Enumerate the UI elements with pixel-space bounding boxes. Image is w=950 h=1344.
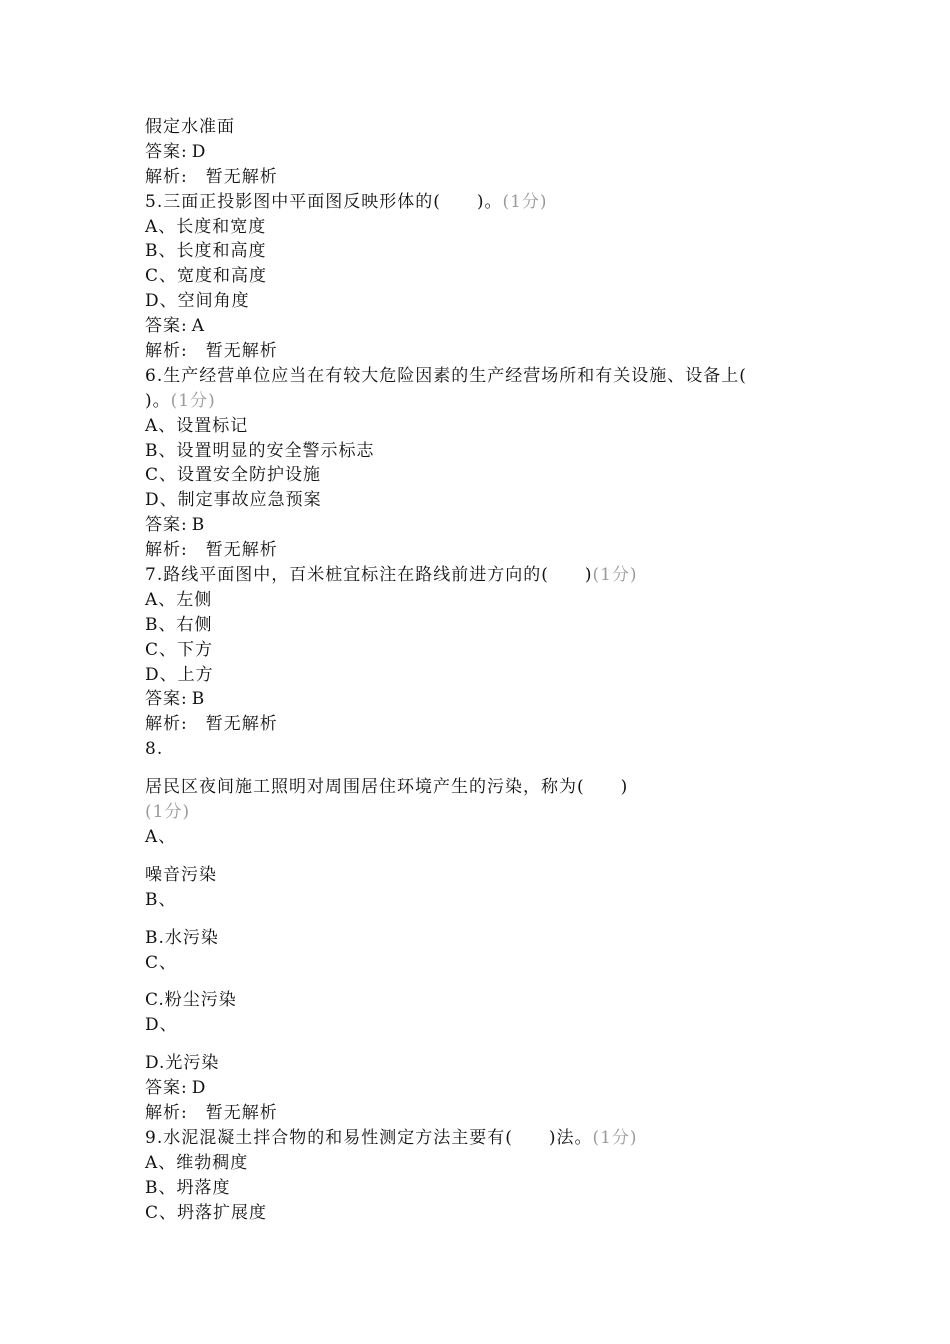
explanation-value: 暂无解析 <box>205 540 278 561</box>
question-stem: 7.路线平面图中，百米桩宜标注在路线前进方向的( )(1分) <box>145 565 638 586</box>
explanation-value: 暂无解析 <box>205 714 278 735</box>
option-b: B、右侧 <box>145 614 213 635</box>
explanation-line <box>145 165 845 190</box>
option-c-text: C.粉尘污染 <box>145 990 237 1011</box>
option-d-text: D.光污染 <box>145 1053 220 1074</box>
answer-line <box>145 314 845 339</box>
answer-value: A <box>191 316 206 337</box>
option-text: 假定水准面 <box>145 117 235 137</box>
question-score: (1分) <box>592 565 638 586</box>
document-page <box>145 115 845 1225</box>
answer-line <box>145 687 845 712</box>
explanation-value: 暂无解析 <box>205 1102 278 1123</box>
explanation-label: 解析: <box>145 714 188 735</box>
option-a-text: 噪音污染 <box>145 864 217 885</box>
question-score: (1分) <box>502 191 548 212</box>
answer-label: 答案: <box>145 689 188 710</box>
option-b-letter: B、 <box>145 889 177 910</box>
question-score: (1分) <box>592 1127 638 1148</box>
answer-value: B <box>191 515 206 536</box>
explanation-label: 解析: <box>145 1102 188 1123</box>
question-stem: 5.三面正投影图中平面图反映形体的( )。(1分) <box>145 191 548 212</box>
question-stem: 居民区夜间施工照明对周围居住环境产生的污染，称为( ) <box>145 777 629 798</box>
answer-label: 答案: <box>145 515 188 536</box>
option-a-letter: A、 <box>145 826 177 847</box>
option-b: B、坍落度 <box>145 1177 231 1198</box>
question-score: (1分) <box>170 390 216 411</box>
option-d: D、上方 <box>145 664 214 685</box>
explanation-value: 暂无解析 <box>205 341 278 362</box>
option-c: C、设置安全防护设施 <box>145 465 322 486</box>
answer-value: D <box>191 1078 207 1099</box>
explanation-line <box>145 339 845 364</box>
explanation-label: 解析: <box>145 166 188 187</box>
answer-value: B <box>191 689 206 710</box>
explanation-label: 解析: <box>145 341 188 362</box>
explanation-line <box>145 712 845 737</box>
question-stem: 9.水泥混凝土拌合物的和易性测定方法主要有( )法。(1分) <box>145 1127 638 1148</box>
explanation-label: 解析: <box>145 540 188 561</box>
option-a: A、设置标记 <box>145 415 249 436</box>
option-c: C、下方 <box>145 639 214 660</box>
question-stem-continued: )。(1分) <box>145 390 216 411</box>
explanation-value: 暂无解析 <box>205 166 278 187</box>
option-a: A、长度和宽度 <box>145 216 267 237</box>
option-d: D、空间角度 <box>145 291 250 312</box>
answer-value: D <box>191 141 207 162</box>
option-b: B、长度和高度 <box>145 241 267 262</box>
answer-line <box>145 1076 845 1101</box>
option-d: D、制定事故应急预案 <box>145 490 322 511</box>
option-c: C、坍落扩展度 <box>145 1202 268 1223</box>
answer-line <box>145 513 845 538</box>
option-c-letter: C、 <box>145 952 178 973</box>
option-b: B、设置明显的安全警示标志 <box>145 440 375 461</box>
question-number: 8. <box>145 739 164 760</box>
question-score: (1分) <box>145 802 191 823</box>
option-c: C、宽度和高度 <box>145 266 268 287</box>
answer-label: 答案: <box>145 1078 188 1099</box>
answer-label: 答案: <box>145 141 188 162</box>
explanation-line <box>145 538 845 563</box>
option-d-letter: D、 <box>145 1015 178 1036</box>
option-a: A、维勃稠度 <box>145 1152 249 1173</box>
option-b-text: B.水污染 <box>145 927 219 948</box>
explanation-line <box>145 1101 845 1126</box>
option-a: A、左侧 <box>145 589 213 610</box>
question-stem: 6.生产经营单位应当在有较大危险因素的生产经营场所和有关设施、设备上( <box>145 365 747 386</box>
answer-line <box>145 140 845 165</box>
answer-label: 答案: <box>145 316 188 337</box>
